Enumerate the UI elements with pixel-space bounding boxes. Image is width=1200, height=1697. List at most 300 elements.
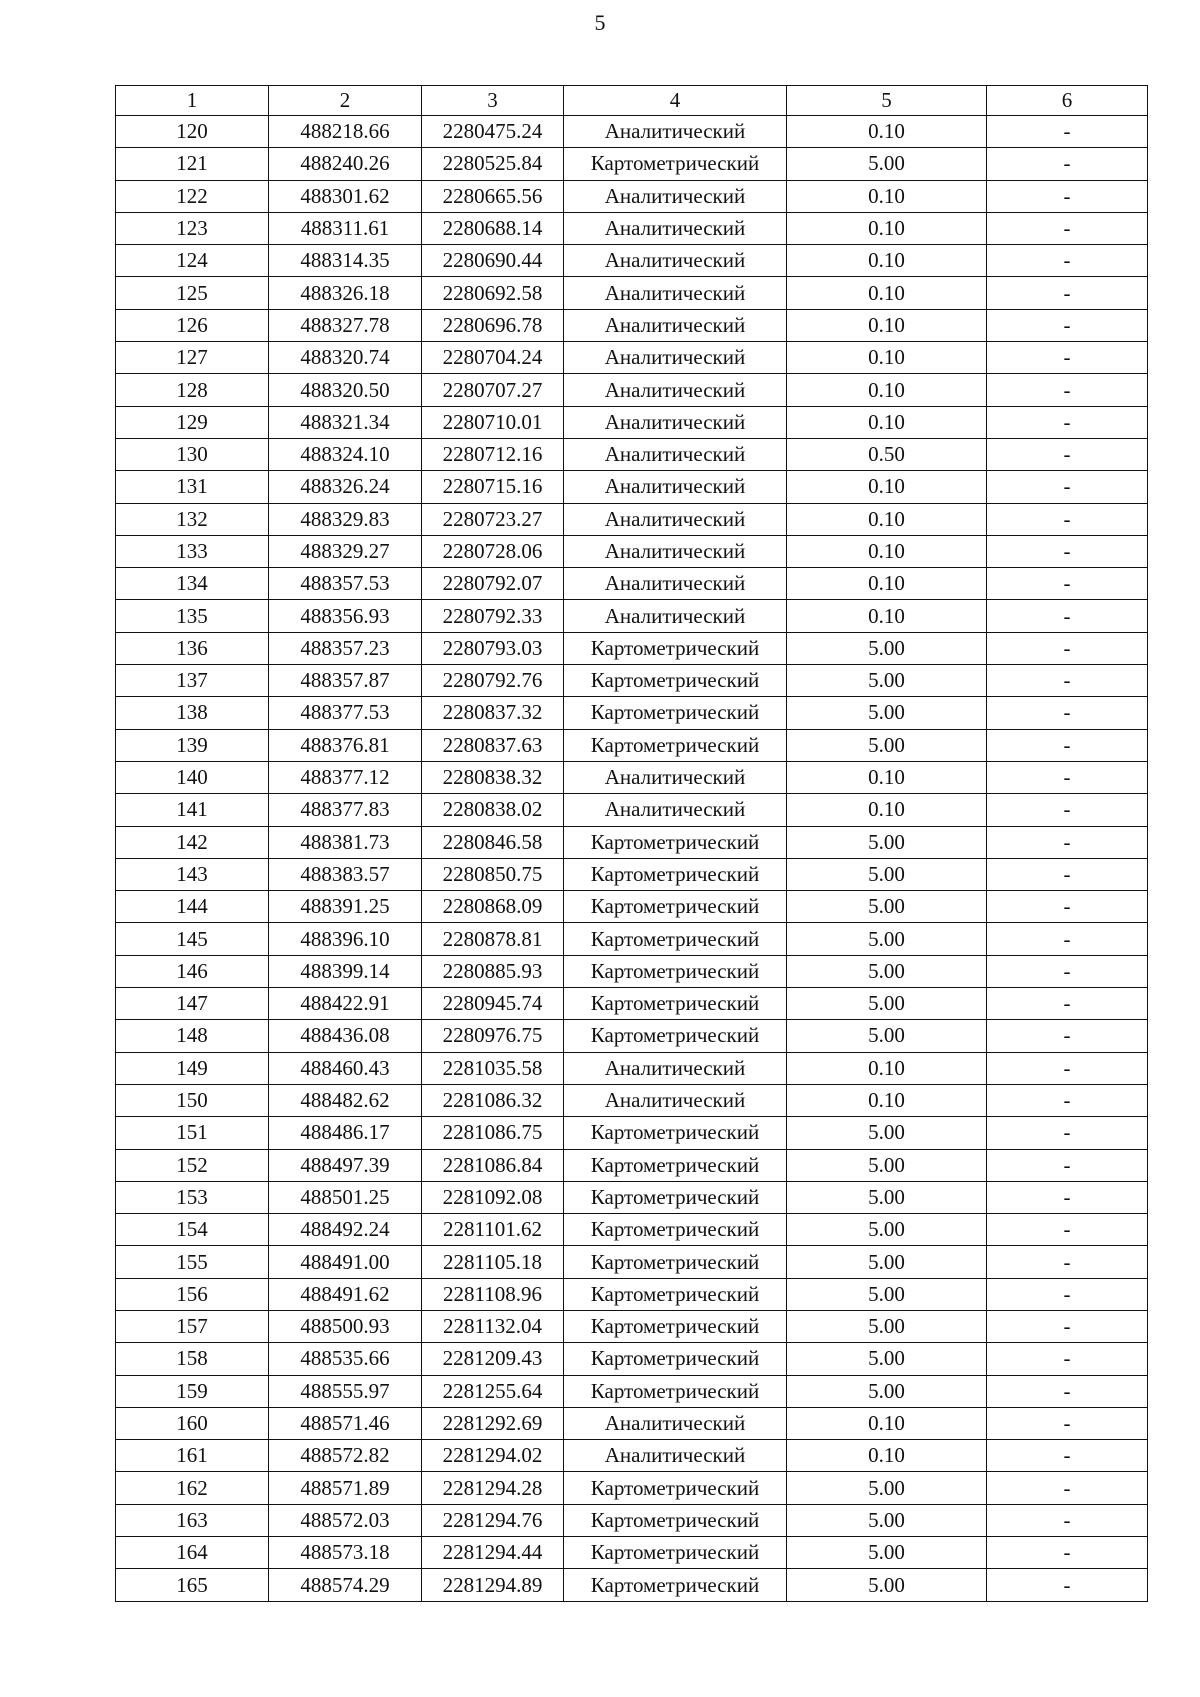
method-cell: Картометрический: [564, 1375, 787, 1407]
table-row: [116, 212, 1148, 244]
accuracy-cell: 5.00: [787, 632, 987, 664]
y-coordinate-cell: 2280710.01: [422, 406, 564, 438]
method-cell: Аналитический: [564, 1440, 787, 1472]
point-number-cell: 133: [116, 535, 269, 567]
point-number-cell: 140: [116, 761, 269, 793]
y-coordinate-cell: 2281035.58: [422, 1052, 564, 1084]
accuracy-cell: 0.10: [787, 342, 987, 374]
method-cell: Картометрический: [564, 1504, 787, 1536]
x-coordinate-cell: 488376.81: [269, 729, 422, 761]
x-coordinate-cell: 488482.62: [269, 1084, 422, 1116]
table-row: [116, 697, 1148, 729]
note-cell: -: [987, 1117, 1148, 1149]
table-row: [116, 1537, 1148, 1569]
x-coordinate-cell: 488501.25: [269, 1181, 422, 1213]
accuracy-cell: 0.10: [787, 1052, 987, 1084]
note-cell: -: [987, 697, 1148, 729]
method-cell: Картометрический: [564, 729, 787, 761]
point-number-cell: 138: [116, 697, 269, 729]
y-coordinate-cell: 2281086.84: [422, 1149, 564, 1181]
note-cell: -: [987, 406, 1148, 438]
point-number-cell: 126: [116, 309, 269, 341]
method-cell: Картометрический: [564, 1343, 787, 1375]
x-coordinate-cell: 488311.61: [269, 212, 422, 244]
method-cell: Картометрический: [564, 1181, 787, 1213]
y-coordinate-cell: 2280850.75: [422, 858, 564, 890]
accuracy-cell: 0.10: [787, 212, 987, 244]
point-number-cell: 159: [116, 1375, 269, 1407]
y-coordinate-cell: 2281294.76: [422, 1504, 564, 1536]
table-row: [116, 1084, 1148, 1116]
accuracy-cell: 0.10: [787, 568, 987, 600]
note-cell: -: [987, 1052, 1148, 1084]
table-row: [116, 955, 1148, 987]
point-number-cell: 134: [116, 568, 269, 600]
x-coordinate-cell: 488436.08: [269, 1020, 422, 1052]
point-number-cell: 165: [116, 1569, 269, 1601]
note-cell: -: [987, 826, 1148, 858]
note-cell: -: [987, 761, 1148, 793]
x-coordinate-cell: 488301.62: [269, 180, 422, 212]
y-coordinate-cell: 2281255.64: [422, 1375, 564, 1407]
point-number-cell: 148: [116, 1020, 269, 1052]
table-row: [116, 1569, 1148, 1601]
point-number-cell: 163: [116, 1504, 269, 1536]
note-cell: -: [987, 955, 1148, 987]
accuracy-cell: 5.00: [787, 891, 987, 923]
x-coordinate-cell: 488573.18: [269, 1537, 422, 1569]
table-row: [116, 277, 1148, 309]
accuracy-cell: 0.10: [787, 535, 987, 567]
y-coordinate-cell: 2281086.75: [422, 1117, 564, 1149]
accuracy-cell: 0.10: [787, 794, 987, 826]
method-cell: Аналитический: [564, 1407, 787, 1439]
x-coordinate-cell: 488320.74: [269, 342, 422, 374]
table-row: [116, 245, 1148, 277]
x-coordinate-cell: 488571.46: [269, 1407, 422, 1439]
method-cell: Аналитический: [564, 471, 787, 503]
point-number-cell: 150: [116, 1084, 269, 1116]
x-coordinate-cell: 488491.62: [269, 1278, 422, 1310]
y-coordinate-cell: 2280692.58: [422, 277, 564, 309]
table-row: [116, 471, 1148, 503]
method-cell: Картометрический: [564, 1278, 787, 1310]
note-cell: -: [987, 212, 1148, 244]
y-coordinate-cell: 2280690.44: [422, 245, 564, 277]
note-cell: -: [987, 1407, 1148, 1439]
column-header: 2: [269, 86, 422, 116]
table-row: [116, 503, 1148, 535]
y-coordinate-cell: 2280707.27: [422, 374, 564, 406]
method-cell: Картометрический: [564, 1149, 787, 1181]
table-row: [116, 1020, 1148, 1052]
accuracy-cell: 0.10: [787, 116, 987, 148]
point-number-cell: 152: [116, 1149, 269, 1181]
x-coordinate-cell: 488356.93: [269, 600, 422, 632]
method-cell: Аналитический: [564, 438, 787, 470]
accuracy-cell: 0.10: [787, 277, 987, 309]
table-row: [116, 1052, 1148, 1084]
accuracy-cell: 0.10: [787, 1407, 987, 1439]
table-row: [116, 1310, 1148, 1342]
table-row: [116, 600, 1148, 632]
x-coordinate-cell: 488491.00: [269, 1246, 422, 1278]
y-coordinate-cell: 2280846.58: [422, 826, 564, 858]
x-coordinate-cell: 488324.10: [269, 438, 422, 470]
note-cell: -: [987, 1375, 1148, 1407]
y-coordinate-cell: 2280885.93: [422, 955, 564, 987]
note-cell: -: [987, 923, 1148, 955]
method-cell: Картометрический: [564, 665, 787, 697]
accuracy-cell: 5.00: [787, 1149, 987, 1181]
table-row: [116, 568, 1148, 600]
method-cell: Аналитический: [564, 406, 787, 438]
note-cell: -: [987, 891, 1148, 923]
table-row: [116, 665, 1148, 697]
x-coordinate-cell: 488571.89: [269, 1472, 422, 1504]
column-header: 1: [116, 86, 269, 116]
x-coordinate-cell: 488326.24: [269, 471, 422, 503]
note-cell: -: [987, 729, 1148, 761]
y-coordinate-cell: 2281086.32: [422, 1084, 564, 1116]
note-cell: -: [987, 374, 1148, 406]
accuracy-cell: 5.00: [787, 955, 987, 987]
accuracy-cell: 5.00: [787, 665, 987, 697]
point-number-cell: 128: [116, 374, 269, 406]
note-cell: -: [987, 988, 1148, 1020]
point-number-cell: 154: [116, 1214, 269, 1246]
note-cell: -: [987, 180, 1148, 212]
point-number-cell: 130: [116, 438, 269, 470]
x-coordinate-cell: 488314.35: [269, 245, 422, 277]
table-row: [116, 1407, 1148, 1439]
y-coordinate-cell: 2281108.96: [422, 1278, 564, 1310]
x-coordinate-cell: 488486.17: [269, 1117, 422, 1149]
y-coordinate-cell: 2280837.63: [422, 729, 564, 761]
table-row: [116, 1375, 1148, 1407]
accuracy-cell: 5.00: [787, 1246, 987, 1278]
table-row: [116, 1181, 1148, 1213]
note-cell: -: [987, 471, 1148, 503]
x-coordinate-cell: 488381.73: [269, 826, 422, 858]
x-coordinate-cell: 488320.50: [269, 374, 422, 406]
table-row: [116, 116, 1148, 148]
x-coordinate-cell: 488218.66: [269, 116, 422, 148]
note-cell: -: [987, 438, 1148, 470]
accuracy-cell: 0.10: [787, 1440, 987, 1472]
table-header-row: [116, 86, 1148, 116]
point-number-cell: 132: [116, 503, 269, 535]
method-cell: Аналитический: [564, 761, 787, 793]
table-row: [116, 1472, 1148, 1504]
method-cell: Аналитический: [564, 342, 787, 374]
y-coordinate-cell: 2280723.27: [422, 503, 564, 535]
method-cell: Картометрический: [564, 1214, 787, 1246]
note-cell: -: [987, 858, 1148, 890]
point-number-cell: 155: [116, 1246, 269, 1278]
note-cell: -: [987, 277, 1148, 309]
point-number-cell: 158: [116, 1343, 269, 1375]
note-cell: -: [987, 245, 1148, 277]
accuracy-cell: 5.00: [787, 1569, 987, 1601]
method-cell: Аналитический: [564, 116, 787, 148]
table-row: [116, 1504, 1148, 1536]
point-number-cell: 141: [116, 794, 269, 826]
method-cell: Аналитический: [564, 212, 787, 244]
x-coordinate-cell: 488555.97: [269, 1375, 422, 1407]
method-cell: Аналитический: [564, 309, 787, 341]
point-number-cell: 122: [116, 180, 269, 212]
table-row: [116, 1246, 1148, 1278]
method-cell: Аналитический: [564, 1084, 787, 1116]
note-cell: -: [987, 1343, 1148, 1375]
point-number-cell: 162: [116, 1472, 269, 1504]
point-number-cell: 149: [116, 1052, 269, 1084]
accuracy-cell: 5.00: [787, 1117, 987, 1149]
method-cell: Аналитический: [564, 600, 787, 632]
y-coordinate-cell: 2281294.44: [422, 1537, 564, 1569]
point-number-cell: 147: [116, 988, 269, 1020]
y-coordinate-cell: 2281105.18: [422, 1246, 564, 1278]
x-coordinate-cell: 488383.57: [269, 858, 422, 890]
method-cell: Картометрический: [564, 1310, 787, 1342]
y-coordinate-cell: 2280945.74: [422, 988, 564, 1020]
y-coordinate-cell: 2280712.16: [422, 438, 564, 470]
note-cell: -: [987, 1537, 1148, 1569]
y-coordinate-cell: 2280868.09: [422, 891, 564, 923]
y-coordinate-cell: 2280792.76: [422, 665, 564, 697]
y-coordinate-cell: 2280728.06: [422, 535, 564, 567]
accuracy-cell: 0.10: [787, 471, 987, 503]
method-cell: Картометрический: [564, 858, 787, 890]
table-row: [116, 923, 1148, 955]
x-coordinate-cell: 488357.53: [269, 568, 422, 600]
note-cell: -: [987, 1278, 1148, 1310]
accuracy-cell: 0.10: [787, 600, 987, 632]
x-coordinate-cell: 488574.29: [269, 1569, 422, 1601]
point-number-cell: 145: [116, 923, 269, 955]
y-coordinate-cell: 2280878.81: [422, 923, 564, 955]
table-row: [116, 535, 1148, 567]
point-number-cell: 143: [116, 858, 269, 890]
accuracy-cell: 0.10: [787, 406, 987, 438]
point-number-cell: 151: [116, 1117, 269, 1149]
x-coordinate-cell: 488329.83: [269, 503, 422, 535]
table-row: [116, 632, 1148, 664]
table-row: [116, 794, 1148, 826]
method-cell: Картометрический: [564, 826, 787, 858]
column-header: 5: [787, 86, 987, 116]
method-cell: Картометрический: [564, 1117, 787, 1149]
point-number-cell: 129: [116, 406, 269, 438]
note-cell: -: [987, 1504, 1148, 1536]
y-coordinate-cell: 2281294.28: [422, 1472, 564, 1504]
point-number-cell: 131: [116, 471, 269, 503]
x-coordinate-cell: 488327.78: [269, 309, 422, 341]
point-number-cell: 142: [116, 826, 269, 858]
point-number-cell: 137: [116, 665, 269, 697]
method-cell: Аналитический: [564, 568, 787, 600]
method-cell: Картометрический: [564, 632, 787, 664]
page-number: 5: [594, 10, 606, 35]
table-row: [116, 1149, 1148, 1181]
x-coordinate-cell: 488492.24: [269, 1214, 422, 1246]
x-coordinate-cell: 488497.39: [269, 1149, 422, 1181]
x-coordinate-cell: 488422.91: [269, 988, 422, 1020]
accuracy-cell: 0.10: [787, 309, 987, 341]
note-cell: -: [987, 1310, 1148, 1342]
y-coordinate-cell: 2280793.03: [422, 632, 564, 664]
y-coordinate-cell: 2281294.02: [422, 1440, 564, 1472]
y-coordinate-cell: 2280838.02: [422, 794, 564, 826]
y-coordinate-cell: 2280688.14: [422, 212, 564, 244]
x-coordinate-cell: 488460.43: [269, 1052, 422, 1084]
x-coordinate-cell: 488535.66: [269, 1343, 422, 1375]
y-coordinate-cell: 2280976.75: [422, 1020, 564, 1052]
method-cell: Картометрический: [564, 1569, 787, 1601]
accuracy-cell: 5.00: [787, 148, 987, 180]
note-cell: -: [987, 1246, 1148, 1278]
column-header: 4: [564, 86, 787, 116]
column-header: 3: [422, 86, 564, 116]
point-number-cell: 136: [116, 632, 269, 664]
note-cell: -: [987, 794, 1148, 826]
y-coordinate-cell: 2280792.33: [422, 600, 564, 632]
method-cell: Аналитический: [564, 535, 787, 567]
method-cell: Картометрический: [564, 697, 787, 729]
accuracy-cell: 5.00: [787, 1278, 987, 1310]
note-cell: -: [987, 1472, 1148, 1504]
accuracy-cell: 5.00: [787, 1504, 987, 1536]
y-coordinate-cell: 2280837.32: [422, 697, 564, 729]
accuracy-cell: 5.00: [787, 858, 987, 890]
table-row: [116, 826, 1148, 858]
method-cell: Аналитический: [564, 794, 787, 826]
method-cell: Аналитический: [564, 1052, 787, 1084]
point-number-cell: 146: [116, 955, 269, 987]
method-cell: Аналитический: [564, 180, 787, 212]
point-number-cell: 164: [116, 1537, 269, 1569]
note-cell: -: [987, 309, 1148, 341]
accuracy-cell: 5.00: [787, 1020, 987, 1052]
method-cell: Аналитический: [564, 503, 787, 535]
method-cell: Картометрический: [564, 148, 787, 180]
table-row: [116, 761, 1148, 793]
coordinates-table: [115, 85, 1148, 1602]
method-cell: Картометрический: [564, 1537, 787, 1569]
y-coordinate-cell: 2280715.16: [422, 471, 564, 503]
table-row: [116, 891, 1148, 923]
x-coordinate-cell: 488329.27: [269, 535, 422, 567]
y-coordinate-cell: 2281294.89: [422, 1569, 564, 1601]
point-number-cell: 153: [116, 1181, 269, 1213]
point-number-cell: 125: [116, 277, 269, 309]
method-cell: Аналитический: [564, 374, 787, 406]
note-cell: -: [987, 1440, 1148, 1472]
accuracy-cell: 0.10: [787, 761, 987, 793]
note-cell: -: [987, 1569, 1148, 1601]
x-coordinate-cell: 488357.87: [269, 665, 422, 697]
accuracy-cell: 0.10: [787, 374, 987, 406]
note-cell: -: [987, 665, 1148, 697]
table-row: [116, 309, 1148, 341]
method-cell: Картометрический: [564, 891, 787, 923]
point-number-cell: 157: [116, 1310, 269, 1342]
note-cell: -: [987, 1020, 1148, 1052]
table-row: [116, 342, 1148, 374]
method-cell: Картометрический: [564, 1020, 787, 1052]
point-number-cell: 123: [116, 212, 269, 244]
accuracy-cell: 5.00: [787, 1343, 987, 1375]
y-coordinate-cell: 2281132.04: [422, 1310, 564, 1342]
table-row: [116, 148, 1148, 180]
column-header: 6: [987, 86, 1148, 116]
accuracy-cell: 0.10: [787, 245, 987, 277]
note-cell: -: [987, 1214, 1148, 1246]
table-row: [116, 180, 1148, 212]
table-row: [116, 1214, 1148, 1246]
point-number-cell: 127: [116, 342, 269, 374]
table-row: [116, 1278, 1148, 1310]
accuracy-cell: 5.00: [787, 1472, 987, 1504]
table-body: [116, 116, 1148, 1602]
y-coordinate-cell: 2280525.84: [422, 148, 564, 180]
table-row: [116, 858, 1148, 890]
table-row: [116, 729, 1148, 761]
method-cell: Аналитический: [564, 277, 787, 309]
accuracy-cell: 5.00: [787, 729, 987, 761]
note-cell: -: [987, 568, 1148, 600]
note-cell: -: [987, 600, 1148, 632]
accuracy-cell: 5.00: [787, 988, 987, 1020]
note-cell: -: [987, 1181, 1148, 1213]
point-number-cell: 135: [116, 600, 269, 632]
note-cell: -: [987, 535, 1148, 567]
accuracy-cell: 5.00: [787, 826, 987, 858]
y-coordinate-cell: 2281092.08: [422, 1181, 564, 1213]
y-coordinate-cell: 2281292.69: [422, 1407, 564, 1439]
point-number-cell: 161: [116, 1440, 269, 1472]
accuracy-cell: 5.00: [787, 923, 987, 955]
point-number-cell: 120: [116, 116, 269, 148]
table-row: [116, 438, 1148, 470]
y-coordinate-cell: 2280696.78: [422, 309, 564, 341]
point-number-cell: 144: [116, 891, 269, 923]
point-number-cell: 139: [116, 729, 269, 761]
accuracy-cell: 5.00: [787, 1375, 987, 1407]
note-cell: -: [987, 148, 1148, 180]
y-coordinate-cell: 2280665.56: [422, 180, 564, 212]
table-row: [116, 374, 1148, 406]
accuracy-cell: 5.00: [787, 1537, 987, 1569]
table-row: [116, 1343, 1148, 1375]
table-row: [116, 406, 1148, 438]
note-cell: -: [987, 1149, 1148, 1181]
x-coordinate-cell: 488572.82: [269, 1440, 422, 1472]
table-row: [116, 1117, 1148, 1149]
method-cell: Картометрический: [564, 923, 787, 955]
x-coordinate-cell: 488377.53: [269, 697, 422, 729]
x-coordinate-cell: 488572.03: [269, 1504, 422, 1536]
accuracy-cell: 0.10: [787, 180, 987, 212]
table-row: [116, 1440, 1148, 1472]
x-coordinate-cell: 488377.12: [269, 761, 422, 793]
x-coordinate-cell: 488357.23: [269, 632, 422, 664]
x-coordinate-cell: 488399.14: [269, 955, 422, 987]
y-coordinate-cell: 2280838.32: [422, 761, 564, 793]
x-coordinate-cell: 488321.34: [269, 406, 422, 438]
point-number-cell: 124: [116, 245, 269, 277]
